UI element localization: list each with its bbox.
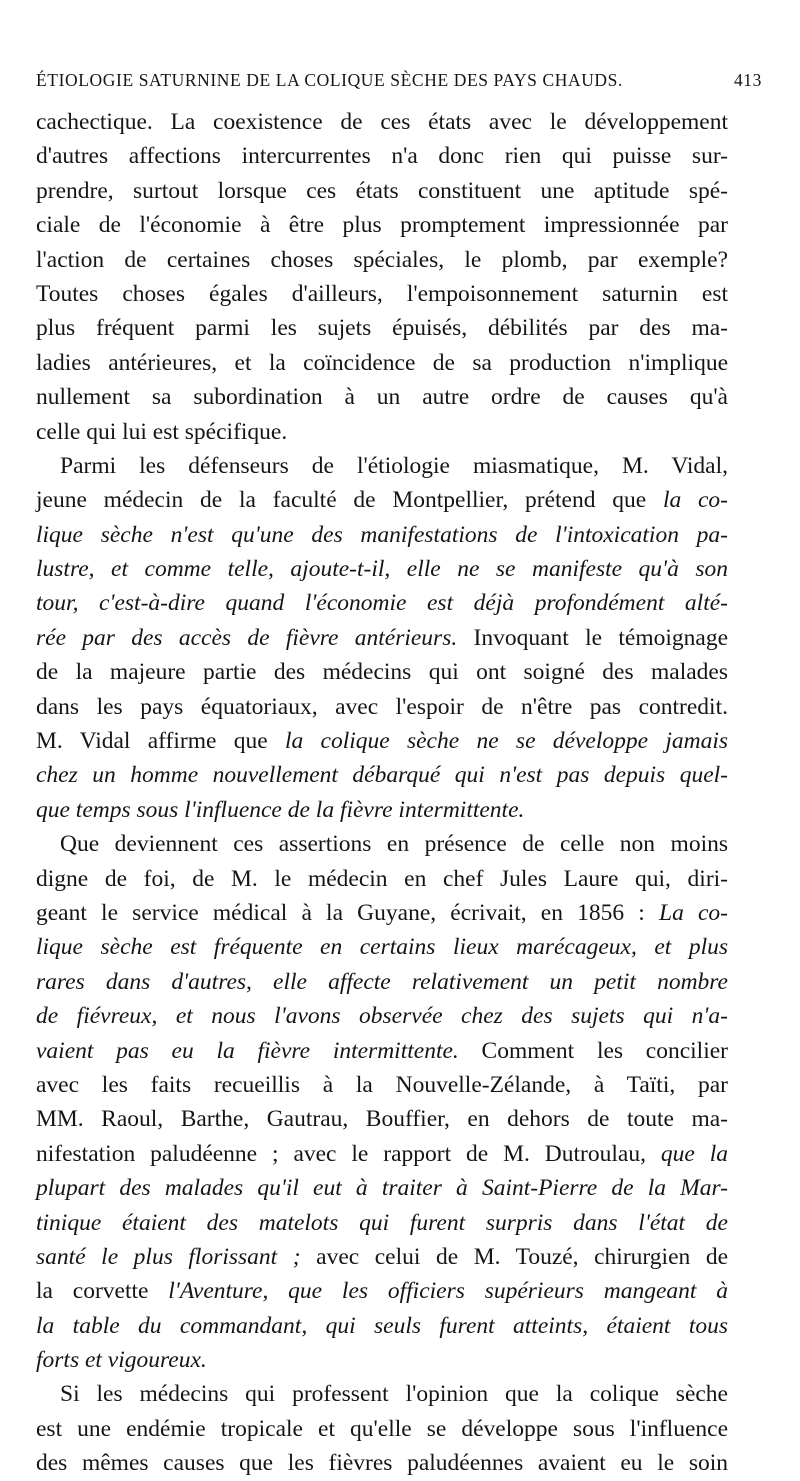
text-line — [36, 758, 728, 792]
body-text — [36, 105, 728, 1481]
text-run: est une endémie tropicale et qu'elle se développe sous l'influence — [36, 1415, 728, 1442]
text-line — [36, 552, 728, 586]
text-line — [36, 655, 728, 689]
text-run: la corvette — [36, 1278, 169, 1305]
italic-text: la colique sèche ne se développe jamais — [284, 728, 728, 755]
text-run: digne de foi, de M. le médecin en chef Jules Laure qui, diri- — [36, 865, 728, 892]
italic-text: vaient pas eu la fièvre intermittente. — [36, 1037, 459, 1064]
running-header — [36, 70, 762, 91]
text-line — [36, 1102, 728, 1136]
running-title: ÉTIOLOGIE SATURNINE DE LA COLIQUE SÈCHE DES PAYS CHAUDS. — [36, 70, 623, 90]
italic-text: forts et vigoureux. — [36, 1347, 207, 1374]
italic-text: que temps sous l'influence de la fièvre intermittente. — [36, 796, 525, 823]
italic-text: que la — [660, 1140, 728, 1167]
text-line — [36, 449, 728, 483]
text-run: ladies antérieures, et la coïncidence de sa production n'implique — [36, 349, 728, 376]
italic-text: tour, c'est-à-dire quand l'économie est déjà profondément alté- — [36, 590, 728, 617]
text-line — [36, 346, 728, 380]
text-run: Toutes choses égales d'ailleurs, l'empoisonnement saturnin est — [36, 280, 728, 307]
text-line — [36, 1240, 728, 1274]
text-run: jeune médecin de la faculté de Montpellier, prétend que — [36, 487, 663, 514]
text-line — [36, 793, 728, 827]
text-line — [36, 1377, 728, 1411]
text-line — [36, 1412, 728, 1446]
text-line — [36, 208, 728, 242]
text-line — [36, 380, 728, 414]
text-line — [36, 1137, 728, 1171]
italic-text: plupart des malades qu'il eut à traiter à Saint-Pierre de la Mar- — [36, 1175, 728, 1202]
text-run: l'action de certaines choses spéciales, le plomb, par exemple? — [36, 246, 728, 273]
italic-text: La co- — [659, 899, 729, 926]
italic-text: rée par des accès de fièvre antérieurs. — [36, 624, 458, 651]
text-line — [36, 1034, 728, 1068]
text-run: Comment les concilier — [458, 1037, 728, 1064]
text-line — [36, 415, 728, 449]
text-line — [36, 277, 728, 311]
text-run: dans les pays équatoriaux, avec l'espoir de n'être pas contredit. — [36, 693, 728, 720]
text-line — [36, 827, 728, 861]
text-line — [36, 105, 728, 139]
text-line — [36, 1309, 728, 1343]
text-run: MM. Raoul, Barthe, Gautrau, Bouffier, en dehors de toute ma- — [36, 1106, 728, 1133]
text-run: Invoquant le témoignage — [457, 624, 728, 651]
italic-text: lustre, et comme telle, ajoute-t-il, elle ne se manifeste qu'à son — [36, 556, 728, 583]
text-line — [36, 690, 728, 724]
text-run: Si les médecins qui professent l'opinion que la colique sèche — [60, 1381, 728, 1408]
italic-text: santé le plus florissant ; — [36, 1243, 301, 1270]
italic-text: rares dans d'autres, elle affecte relativement un petit nombre — [36, 968, 728, 995]
text-line — [36, 1446, 728, 1480]
text-line — [36, 518, 728, 552]
italic-text: chez un homme nouvellement débarqué qui n'est pas depuis quel- — [36, 762, 728, 789]
text-line — [36, 896, 728, 930]
text-run: d'autres affections intercurrentes n'a donc rien qui puisse sur- — [36, 143, 728, 170]
italic-text: lique sèche est fréquente en certains lieux marécageux, et plus — [36, 934, 728, 961]
text-line — [36, 965, 728, 999]
text-line — [36, 930, 728, 964]
text-line — [36, 311, 728, 345]
text-run: avec les faits recueillis à la Nouvelle-Zélande, à Taïti, par — [36, 1071, 728, 1098]
italic-text: la table du commandant, qui seuls furent atteints, étaient tous — [36, 1312, 728, 1339]
text-line — [36, 483, 728, 517]
text-run: des mêmes causes que les fièvres paludéennes avaient eu le soin — [36, 1450, 728, 1477]
italic-text: lique sèche n'est qu'une des manifestations de l'intoxication pa- — [36, 521, 728, 548]
text-line — [36, 243, 728, 277]
text-line — [36, 1171, 728, 1205]
italic-text: de fiévreux, et nous l'avons observée chez des sujets qui n'a- — [36, 1003, 728, 1030]
text-run: Parmi les défenseurs de l'étiologie miasmatique, M. Vidal, — [60, 452, 728, 479]
text-run: celle qui lui est spécifique. — [36, 418, 288, 445]
text-line — [36, 724, 728, 758]
text-line — [36, 1274, 728, 1308]
italic-text: tinique étaient des matelots qui furent surpris dans l'état de — [36, 1209, 728, 1236]
text-line — [36, 139, 728, 173]
text-run: de la majeure partie des médecins qui ont soigné des malades — [36, 659, 728, 686]
text-run: prendre, surtout lorsque ces états constituent une aptitude spé- — [36, 177, 728, 204]
text-run: M. Vidal affirme que — [36, 728, 285, 755]
text-run: nifestation paludéenne ; avec le rapport de M. Dutroulau, — [36, 1140, 661, 1167]
text-line — [36, 1068, 728, 1102]
text-run: ciale de l'économie à être plus promptement impressionnée par — [36, 212, 728, 239]
text-line — [36, 621, 728, 655]
italic-text: la co- — [662, 487, 728, 514]
text-run: cachectique. La coexistence de ces états avec le développement — [36, 109, 728, 135]
text-line — [36, 1206, 728, 1240]
text-line — [36, 1343, 728, 1377]
text-line — [36, 586, 728, 620]
text-run: avec celui de M. Touzé, chirurgien de — [300, 1243, 728, 1270]
text-run: geant le service médical à la Guyane, écrivait, en 1856 : — [36, 899, 660, 926]
page-number: 413 — [733, 70, 762, 90]
text-line — [36, 174, 728, 208]
text-line — [36, 999, 728, 1033]
text-run: Que deviennent ces assertions en présence de celle non moins — [60, 831, 728, 858]
italic-text: l'Aventure, que les officiers supérieurs mangeant à — [168, 1278, 728, 1305]
text-run: nullement sa subordination à un autre ordre de causes qu'à — [36, 384, 728, 411]
text-line — [36, 862, 728, 896]
text-run: plus fréquent parmi les sujets épuisés, débilités par des ma- — [36, 315, 728, 342]
